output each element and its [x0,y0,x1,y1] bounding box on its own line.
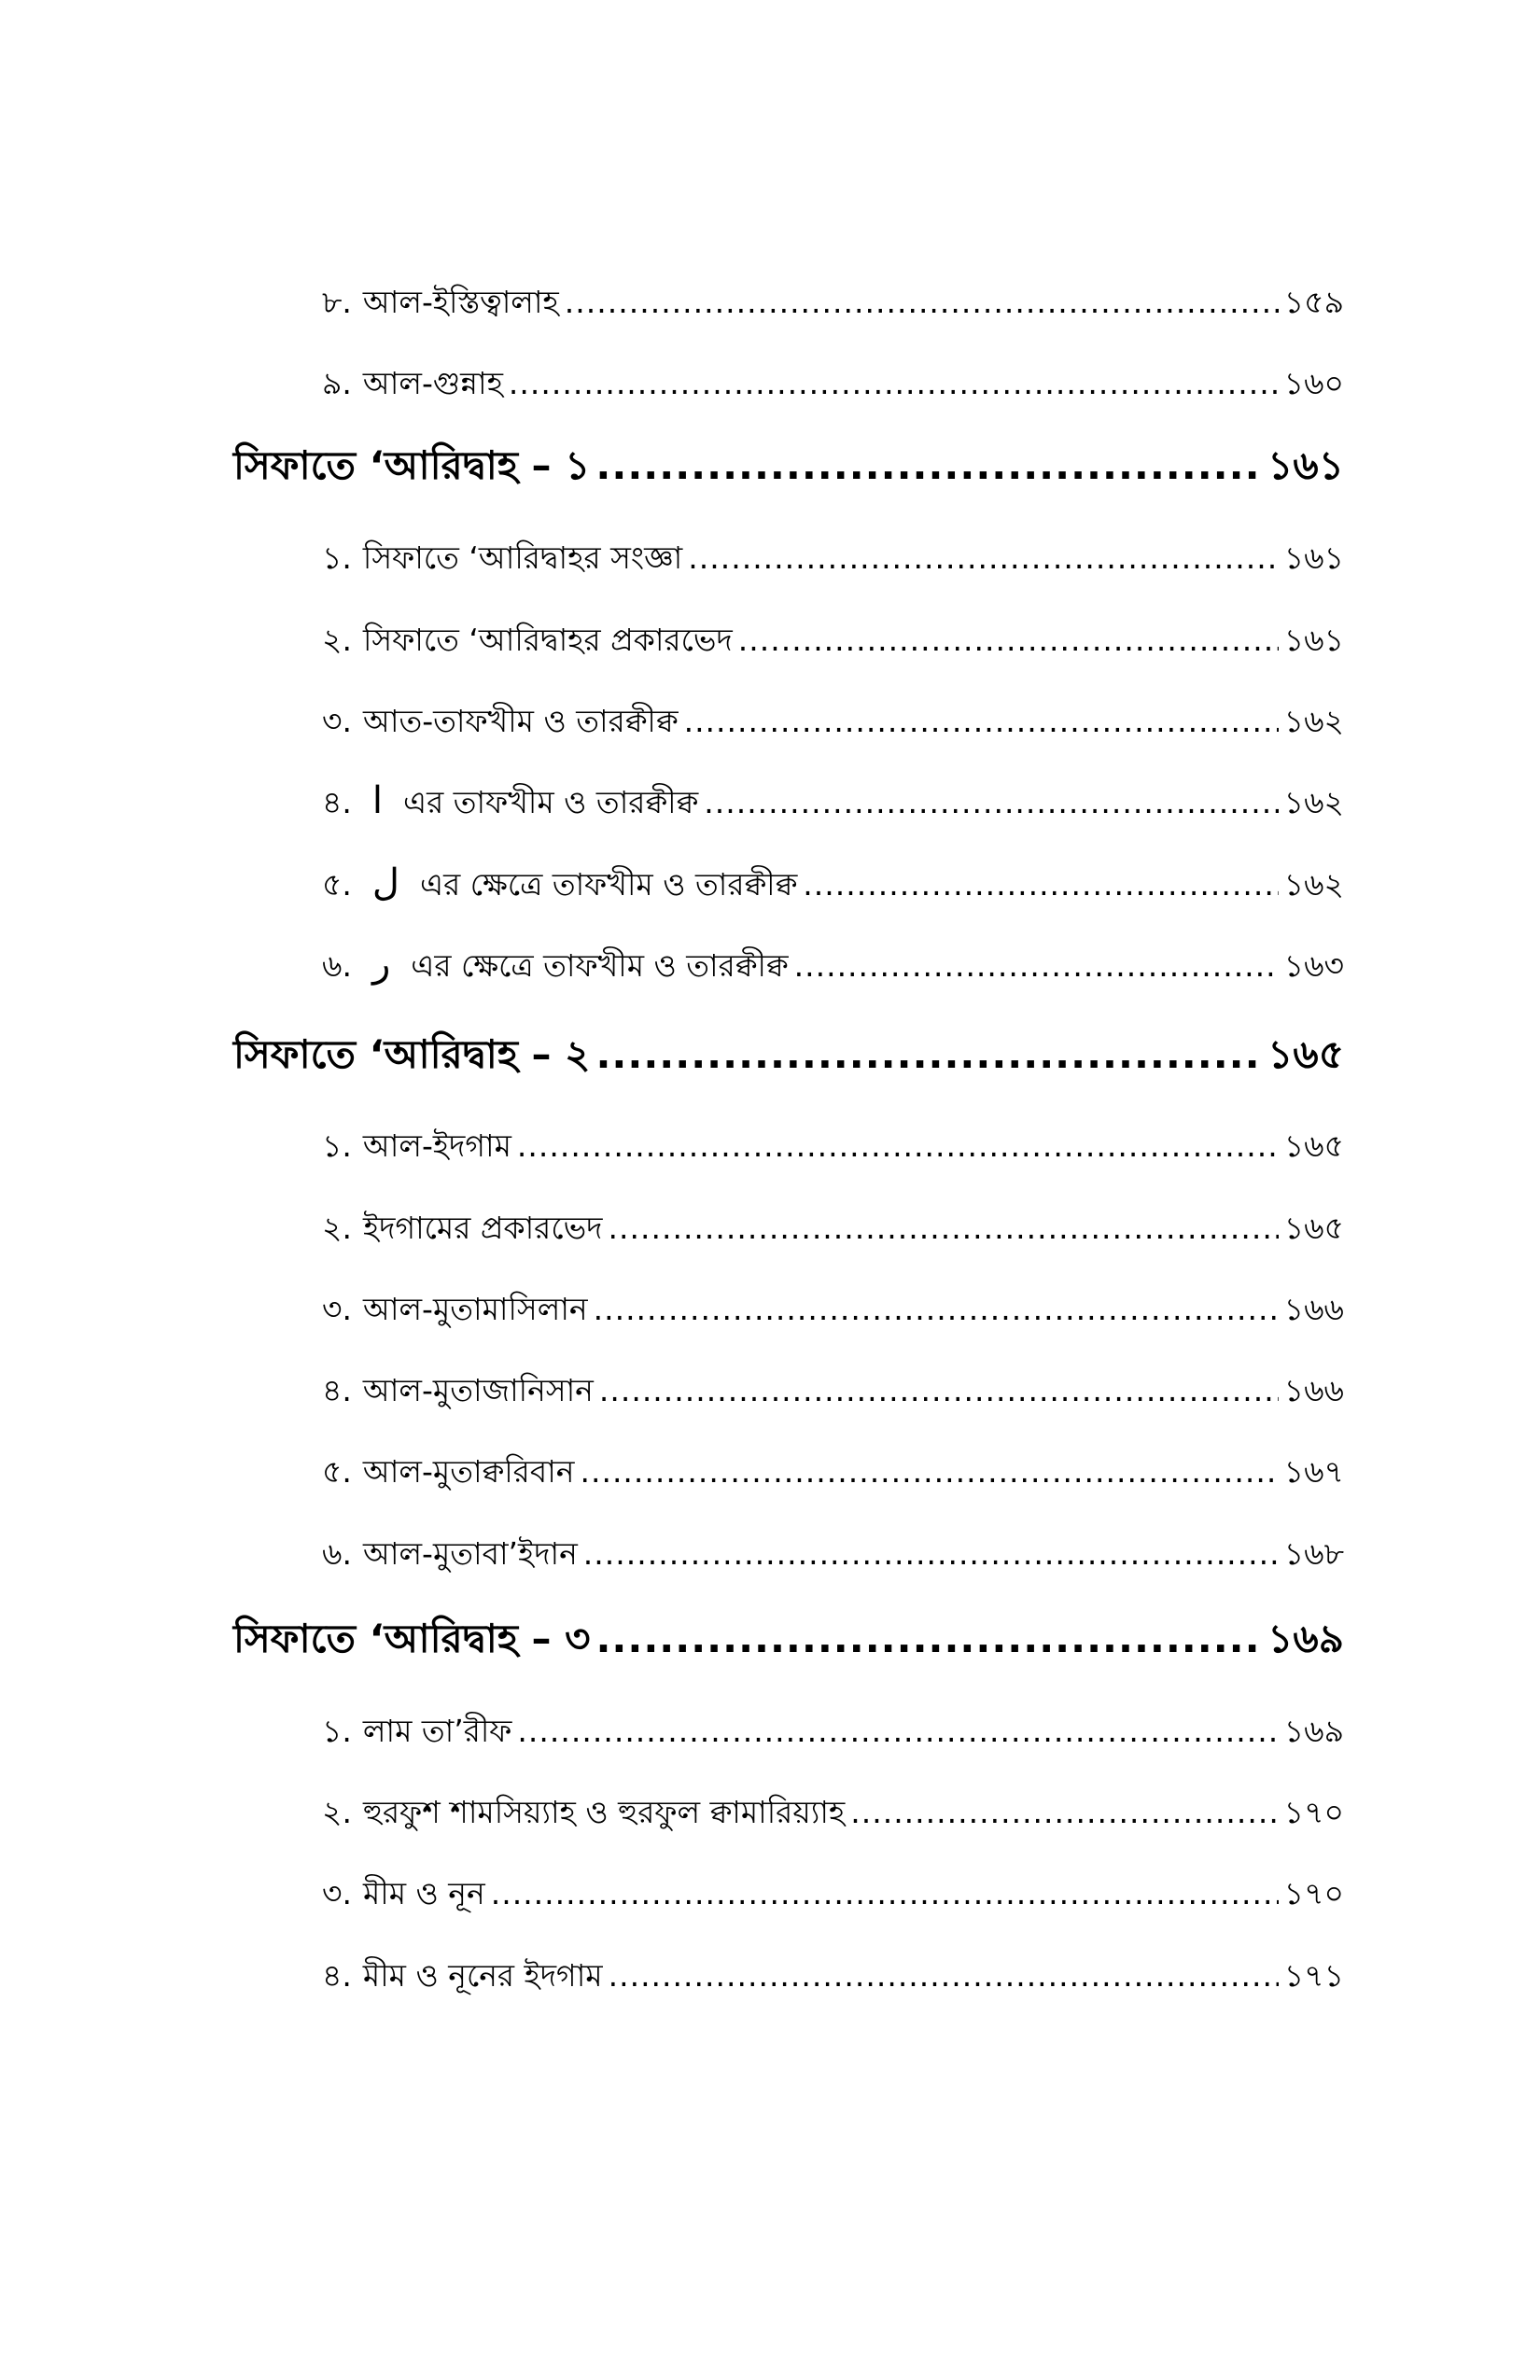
toc-entry-2-shamsi-qamari[interactable] [322,1788,1344,1841]
dot-leader [599,1372,1279,1408]
dot-leader [684,703,1279,739]
toc-entry-3-mutamasilan[interactable] [322,1285,1344,1337]
entry-number: ৯. [322,365,352,401]
entry-title: ইদগামের প্রকারভেদ [362,1210,603,1246]
dot-leader [517,1127,1279,1164]
entry-number: ৪. [322,784,352,820]
page-number: ১৬১ [1283,622,1344,658]
toc-entry-5-lam[interactable] [322,861,1344,913]
entry-title: আল-ইস্তিত্বালাহ [362,284,559,320]
dot-leader [595,1031,1262,1077]
arabic-letter: ر [371,943,391,986]
entry-number: ৬. [322,1535,352,1572]
toc-entry-2-idgham-types[interactable] [322,1204,1344,1256]
entry-number: ৫. [322,866,352,903]
page-number: ১৬৭ [1283,1453,1344,1490]
entry-number: ২. [322,1794,352,1830]
entry-title: হুরফুশ শামসিয়্যাহ ও হুরফুল ক্বামারিয়্যাহ [362,1794,846,1830]
entry-title: মীম ও নূনের ইদগাম [362,1957,603,1994]
entry-title: এর ক্ষেত্রে তাফখীম ও তারক্বীক্ব [411,947,789,984]
entry-number: ১. [322,1127,352,1164]
page-number: ১৬৮ [1283,1535,1344,1572]
page-number: ১৬৬ [1283,1372,1344,1408]
dot-leader [609,1210,1279,1246]
toc-section-aridhah-3[interactable] [233,1608,1344,1674]
entry-title: সিফাতে ‘আরিদ্বাহর প্রকারভেদ [362,622,733,658]
page-number: ১৬১ [1267,442,1344,488]
section-title: সিফাতে ‘আরিদ্বাহ – ১ [233,442,591,488]
dot-leader [565,284,1279,320]
page-number: ১৬২ [1283,703,1344,739]
arabic-letter: ل [371,861,399,904]
toc-entry-6-mutabaidan[interactable] [322,1530,1344,1582]
toc-entry-1-lam-tarif[interactable] [322,1707,1344,1759]
section-title: সিফাতে ‘আরিদ্বাহ – ২ [233,1031,591,1077]
toc-entry-1-idgham[interactable] [322,1122,1344,1174]
entry-title: আল-মুতাবা’ইদান [362,1535,578,1572]
page-number: ১৬৯ [1267,1616,1344,1661]
entry-title: আল-মুতাক্বরিবান [362,1453,575,1490]
dot-leader [594,1291,1279,1327]
page-number: ১৫৯ [1283,284,1344,320]
entry-title: আল-ইদগাম [362,1127,511,1164]
entry-number: ২. [322,622,352,658]
arabic-letter: ا [371,779,384,822]
page-number: ১৬৫ [1283,1127,1344,1164]
page-number: ১৬২ [1283,866,1344,903]
page-number: ১৭০ [1283,1875,1344,1911]
entry-title: মীম ও নূন [362,1875,485,1911]
page-number: ১৬১ [1283,539,1344,576]
dot-leader [688,539,1278,576]
entry-number: ৮. [322,284,352,320]
toc-entry-6-ra[interactable] [322,942,1344,994]
toc-section-aridhah-1[interactable] [233,435,1344,501]
entry-number: ১. [322,1713,352,1749]
entry-number: ৩. [322,1291,352,1327]
entry-number: ৪. [322,1957,352,1994]
page-number: ১৭১ [1283,1957,1344,1994]
page-number: ১৬৩ [1283,947,1344,984]
entry-number: ৩. [322,703,352,739]
entry-number: ৬. [322,947,352,984]
page-number: ১৬৯ [1283,1713,1344,1749]
toc-entry-2-types[interactable] [322,616,1344,668]
entry-title: আল-গুন্নাহ [362,365,503,401]
toc-entry-1-definition[interactable] [322,534,1344,586]
entry-number: ১. [322,539,352,576]
section-title: সিফাতে ‘আরিদ্বাহ – ৩ [233,1616,591,1661]
entry-title: সিফাতে ‘আরিদ্বাহর সংজ্ঞা [362,539,683,576]
entry-number: ৫. [322,1453,352,1490]
page-number: ১৬৫ [1267,1031,1344,1077]
toc-entry-8-istitalah[interactable] [322,278,1344,330]
toc-entry-4-alif[interactable] [322,778,1344,831]
dot-leader [794,947,1279,984]
dot-leader [738,622,1279,658]
entry-number: ৩. [322,1875,352,1911]
toc-entry-9-gunnah[interactable] [322,359,1344,412]
dot-leader [509,365,1279,401]
page-number: ১৬৬ [1283,1291,1344,1327]
toc-entry-4-mutajanisan[interactable] [322,1366,1344,1419]
dot-leader [595,1616,1262,1661]
entry-number: ২. [322,1210,352,1246]
entry-title: আল-মুতাজানিসান [362,1372,594,1408]
toc-section-aridhah-2[interactable] [233,1024,1344,1090]
dot-leader [583,1535,1279,1572]
page-number: ১৭০ [1283,1794,1344,1830]
dot-leader [609,1957,1279,1994]
dot-leader [850,1794,1278,1830]
entry-title: আল-মুতামাসিলান [362,1291,588,1327]
entry-title: লাম তা’রীফ [362,1713,512,1749]
toc-entry-4-mim-nun-idgham[interactable] [322,1952,1344,2004]
entry-title: আত-তাফখীম ও তারক্বীক্ব [362,703,679,739]
dot-leader [595,442,1262,488]
entry-title: এর ক্ষেত্রে তাফখীম ও তারক্বীক্ব [419,866,798,903]
toc-entry-3-tafkhim-tarqiq[interactable] [322,697,1344,749]
toc-entry-5-mutaqaribaan[interactable] [322,1448,1344,1500]
dot-leader [803,866,1278,903]
entry-title: এর তাফখীম ও তারক্বীক্ব [403,784,699,820]
entry-number: ৪. [322,1372,352,1408]
dot-leader [491,1875,1279,1911]
dot-leader [580,1453,1278,1490]
toc-entry-3-mim-nun[interactable] [322,1869,1344,1922]
page-number: ১৬০ [1283,365,1344,401]
dot-leader [517,1713,1278,1749]
dot-leader [704,784,1278,820]
page-number: ১৬২ [1283,784,1344,820]
page-number: ১৬৫ [1283,1210,1344,1246]
